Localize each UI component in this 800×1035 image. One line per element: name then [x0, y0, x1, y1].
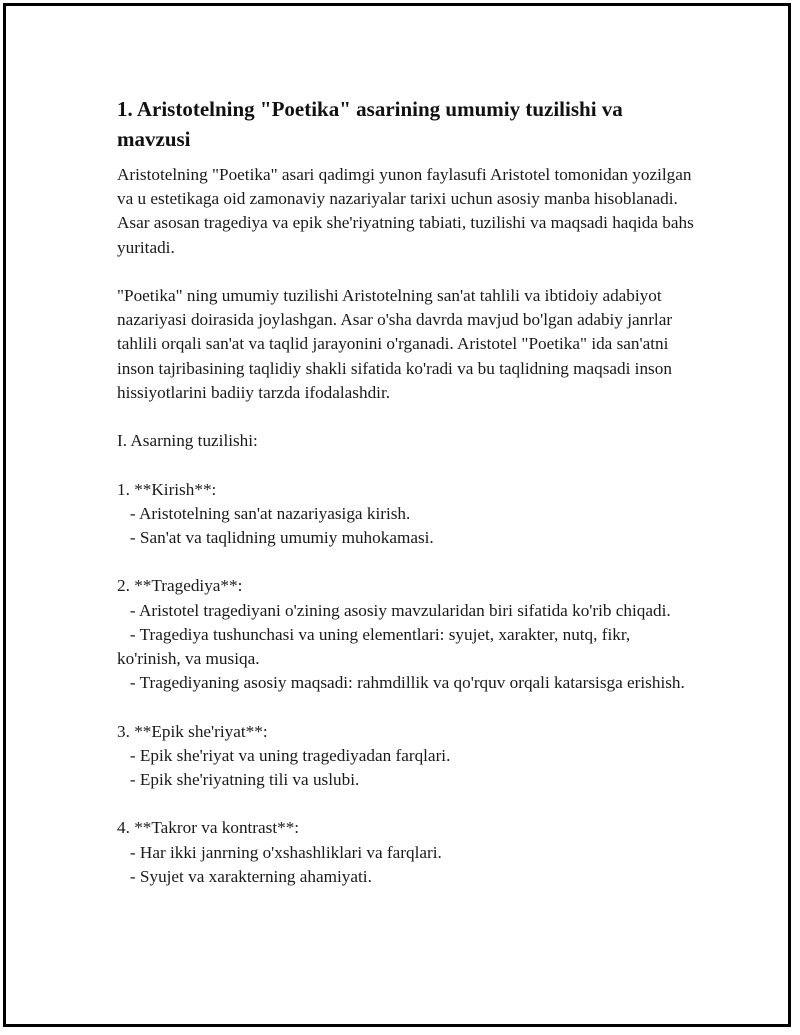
list-item-title: 4. **Takror va kontrast**: — [117, 818, 300, 838]
list-bullet — [117, 502, 697, 526]
list-bullet — [117, 599, 697, 623]
list-bullet — [117, 768, 697, 792]
document-title: 1. Aristotelning "Poetika" asarining umumiy tuzilishi va mavzusi — [117, 97, 623, 151]
list-bullet — [117, 623, 697, 671]
bullet-text: - Har ikki janrning o'xshashliklari va farqlari. — [129, 842, 442, 862]
list-section-tragediya — [117, 574, 697, 695]
bullet-text: - Syujet va xarakterning ahamiyati. — [129, 866, 372, 886]
document-body — [117, 94, 697, 913]
list-section-kirish — [117, 478, 697, 551]
bullet-text: - Epik she'riyatning tili va uslubi. — [129, 770, 360, 789]
list-section-epik — [117, 720, 697, 793]
bullet-text: - San'at va taqlidning umumiy muhokamasi. — [129, 528, 434, 547]
list-bullet — [117, 865, 697, 889]
paragraph-structure: "Poetika" ning umumiy tuzilishi Aristotelning san'at tahlili va ibtidoiy adabiyot nazariyasi doirasida joylashgan. Asar o'sha davrda mavjud bo'lgan adabiy janrlar tahlili orqali san'at va taqlid jarayonini o'rganadi. Aristotel "Poetika" ida san'atni inson tajribasining taqlidiy shakli sifatida ko'radi va bu taqlidning maqsadi inson hissiyotlarini badiiy tarzda ifodalashdir. — [117, 286, 673, 402]
list-bullet — [117, 744, 697, 768]
list-bullet — [117, 671, 697, 695]
list-bullet — [117, 841, 697, 865]
section-heading: I. Asarning tuzilishi: — [117, 431, 258, 451]
bullet-text: - Epik she'riyat va uning tragediyadan farqlari. — [129, 745, 451, 765]
paragraph-intro: Aristotelning "Poetika" asari qadimgi yunon faylasufi Aristotel tomonidan yozilgan va u estetikaga oid zamonaviy nazariyalar tarixi uchun asosiy manba hisoblanadi. Asar asosan tragediya va epik she'riyatning tabiati, tuzilishi va maqsadi haqida bahs yuritadi. — [117, 165, 694, 257]
list-section-takror — [117, 816, 697, 889]
list-bullet — [117, 526, 697, 550]
list-item-title: 1. **Kirish**: — [117, 479, 217, 499]
list-item-title: 3. **Epik she'riyat**: — [117, 721, 268, 741]
bullet-text: - Aristotel tragediyani o'zining asosiy mavzularidan biri sifatida ko'rib chiqadi. — [129, 600, 671, 620]
list-item-title: 2. **Tragediya**: — [117, 576, 243, 596]
bullet-text: - Tragediyaning asosiy maqsadi: rahmdillik va qo'rquv orqali katarsisga erishish. — [129, 673, 685, 693]
bullet-text: - Aristotelning san'at nazariyasiga kirish. — [129, 503, 411, 523]
bullet-text: - Tragediya tushunchasi va uning elementlari: syujet, xarakter, nutq, fikr, ko'rinish, va musiqa. — [117, 624, 631, 668]
